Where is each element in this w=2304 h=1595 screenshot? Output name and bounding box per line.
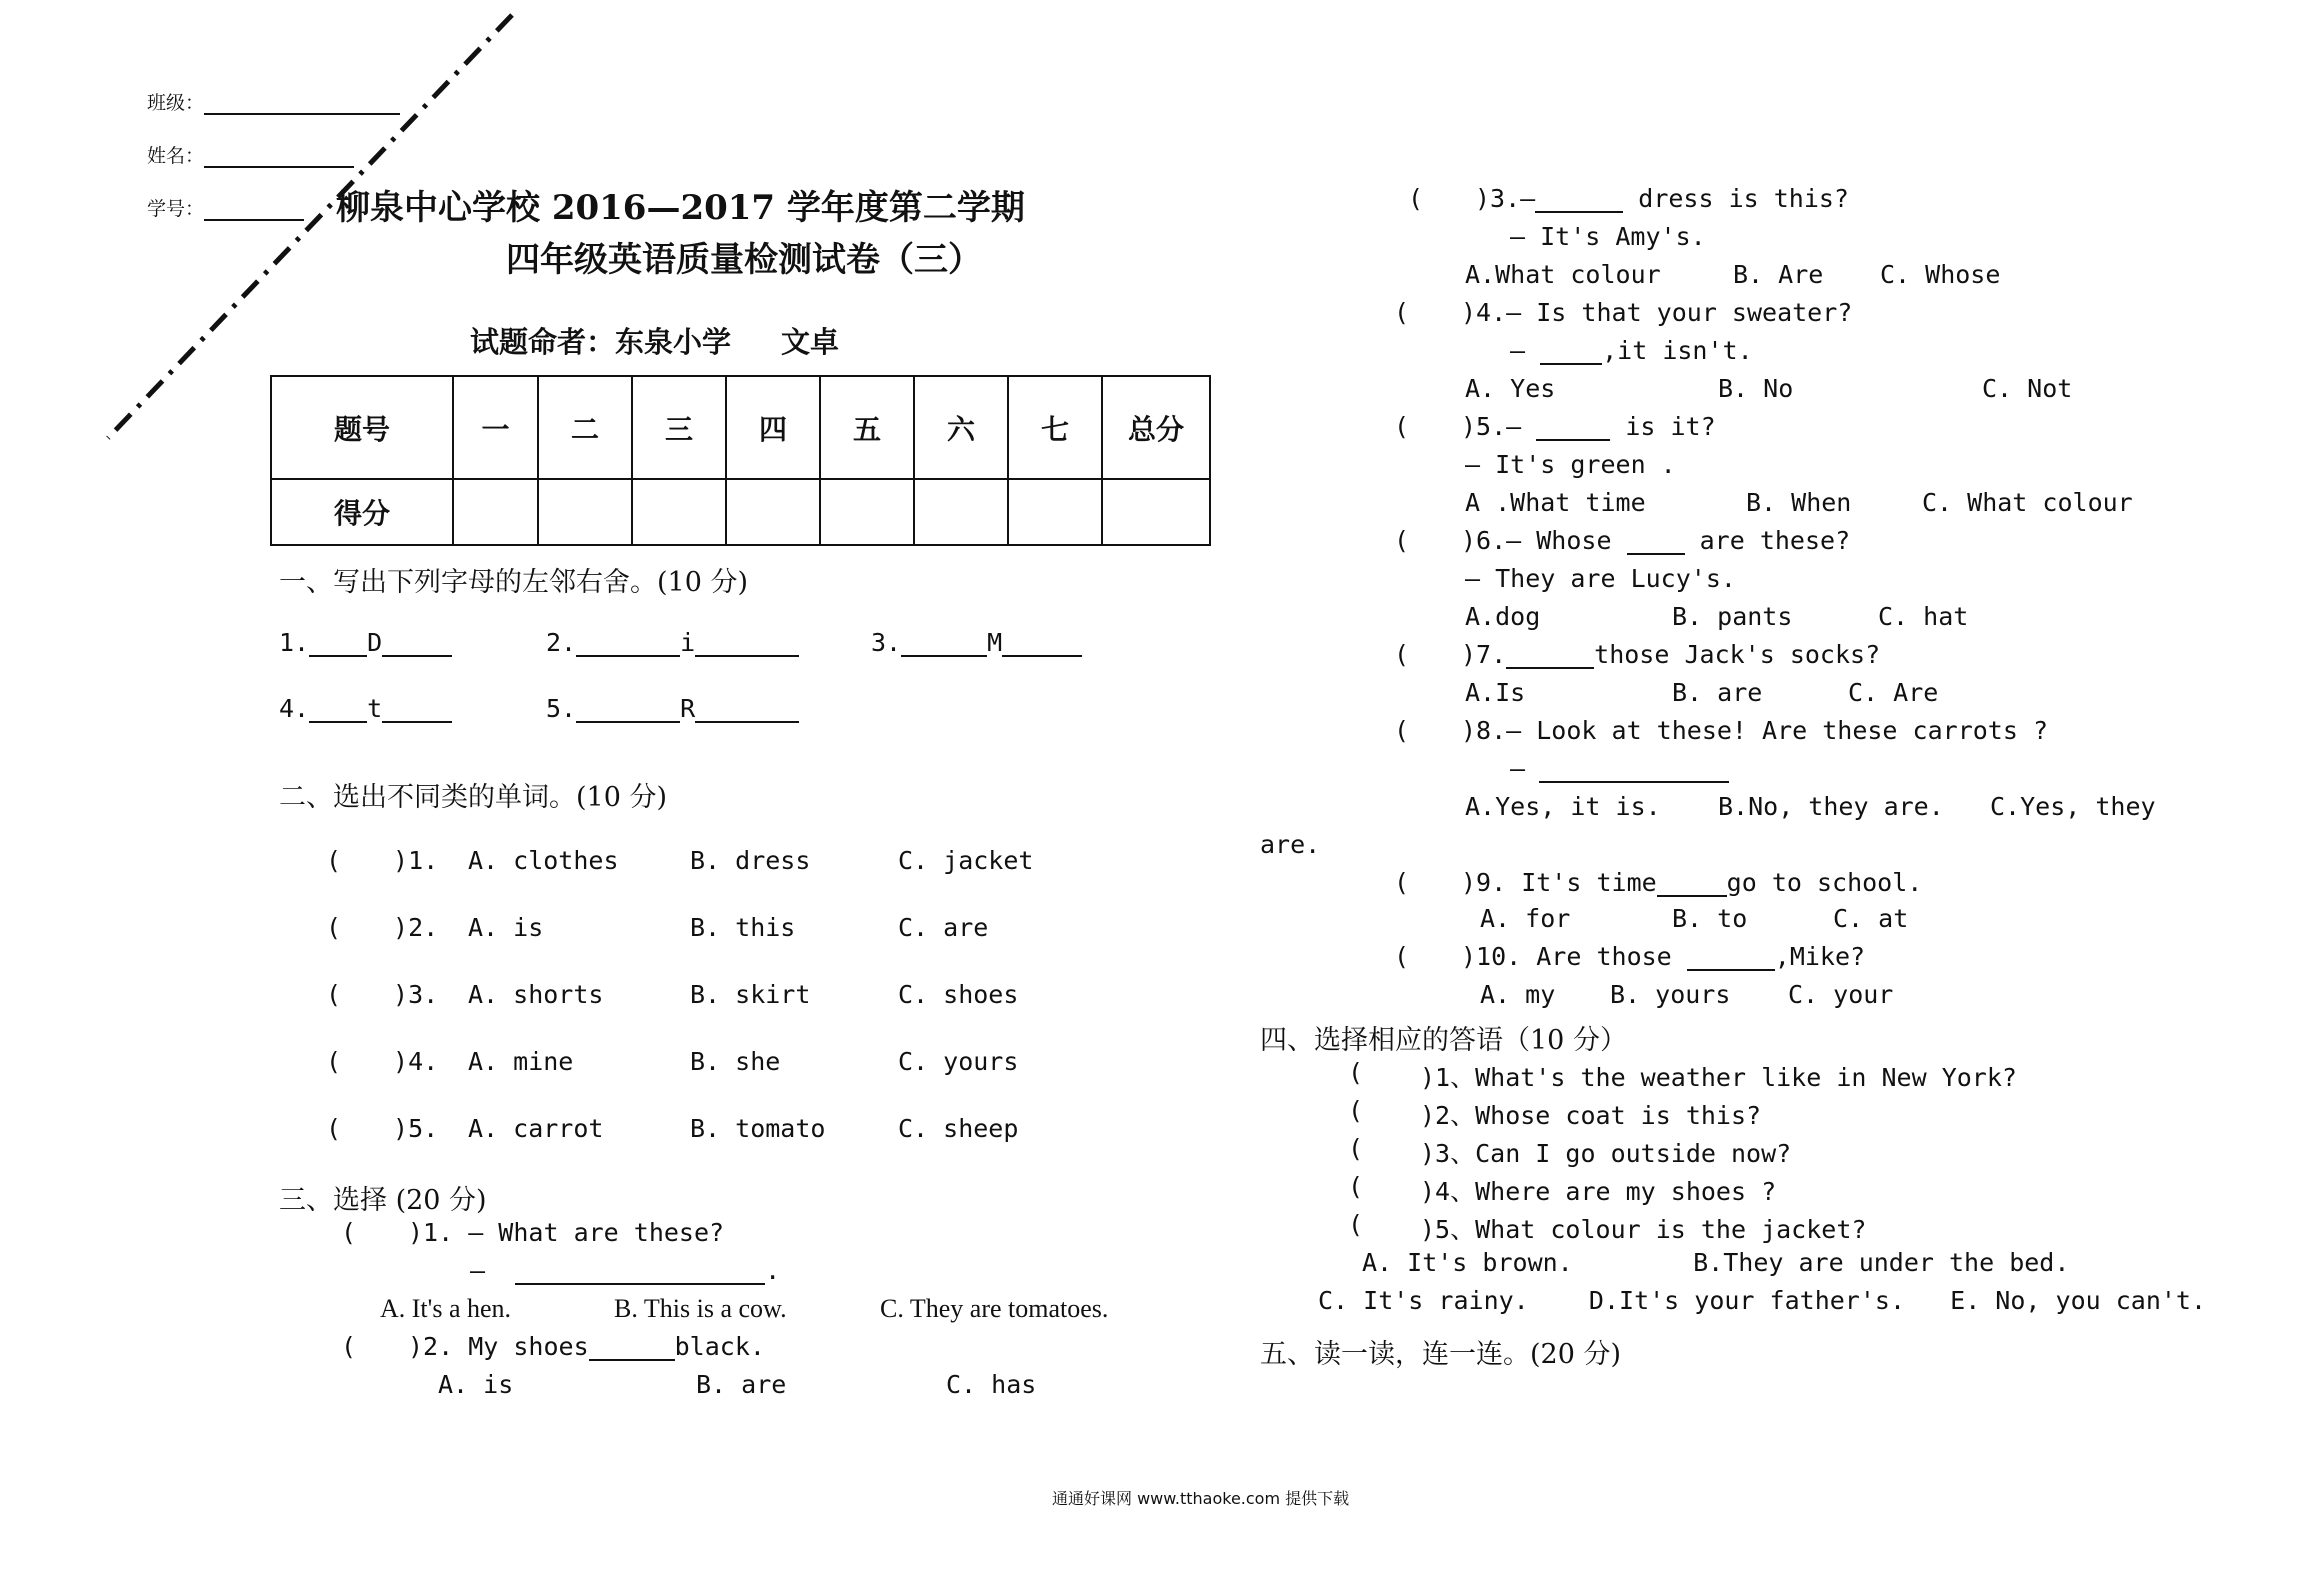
question-number: )3. — [393, 980, 439, 1009]
option-c: C. are — [898, 913, 989, 942]
option-b: B. she — [690, 1047, 781, 1076]
answer-blank[interactable] — [309, 633, 367, 657]
paren: ( — [1394, 412, 1410, 441]
author-label: 试题命者：东泉小学 — [470, 325, 732, 359]
answer-blank[interactable] — [901, 633, 987, 657]
match-question: )2、Whose coat is this? — [1420, 1101, 1762, 1130]
item-number: 2. — [546, 628, 577, 657]
q5-option-c: C. What colour — [1922, 488, 2133, 517]
q5-stem: )5.– is it? — [1461, 412, 1716, 441]
q4-option-a: A. Yes — [1465, 374, 1556, 403]
paren: ( — [341, 1218, 357, 1247]
q2-stem: )2. My shoes black. — [408, 1332, 765, 1361]
option-a: A. mine — [468, 1047, 574, 1076]
option-c: C. shoes — [898, 980, 1019, 1009]
option-a: A. shorts — [468, 980, 604, 1009]
answer-blank[interactable] — [1657, 873, 1727, 897]
q6-stem: )6.– Whose are these? — [1461, 526, 1851, 555]
answer-blank[interactable] — [589, 1337, 675, 1361]
score-header-cell: 总分 — [1102, 376, 1210, 479]
option-a: A. clothes — [468, 846, 619, 875]
score-table-header-row — [271, 376, 1210, 479]
score-header-cell: 四 — [726, 376, 820, 479]
q4-stem: )4.– Is that your sweater? — [1461, 298, 1853, 327]
class-blank[interactable] — [204, 91, 400, 115]
name-label: 姓名： — [147, 145, 205, 167]
paren: ( — [341, 1332, 357, 1361]
q4-option-c: C. Not — [1982, 374, 2073, 403]
q3-line2: – It's Amy's. — [1510, 222, 1706, 251]
answer-blank[interactable] — [1536, 417, 1610, 441]
answer-blank[interactable] — [515, 1261, 765, 1285]
q1-option-a: A. It's a hen. — [380, 1294, 512, 1323]
score-cell[interactable] — [453, 479, 538, 545]
score-table-score-row — [271, 479, 1210, 545]
score-header-cell: 五 — [820, 376, 914, 479]
q8-stem: )8.– Look at these! Are these carrots ? — [1461, 716, 2048, 745]
q6-line2: – They are Lucy's. — [1465, 564, 1736, 593]
answer-blank[interactable] — [1506, 645, 1594, 669]
id-field[interactable] — [147, 194, 304, 221]
section5-title: 五、读一读，连一连。(20 分) — [1260, 1339, 1622, 1370]
paren: ( — [326, 1114, 342, 1143]
answer-blank[interactable] — [309, 699, 367, 723]
question-number: )1. — [393, 846, 439, 875]
id-blank[interactable] — [204, 197, 304, 221]
q4-option-b: B. No — [1718, 374, 1794, 403]
paren: ( — [326, 1047, 342, 1076]
dash: – — [470, 1256, 486, 1285]
section2-title: 二、选出不同类的单词。(10 分) — [279, 782, 668, 813]
paren: ( — [1408, 184, 1424, 213]
id-label: 学号： — [147, 198, 205, 220]
score-cell[interactable] — [1102, 479, 1210, 545]
paren: ( — [1394, 640, 1410, 669]
question-number: )5. — [393, 1114, 439, 1143]
option-b: B. dress — [690, 846, 811, 875]
q7-option-b: B. are — [1672, 678, 1763, 707]
name-blank[interactable] — [204, 144, 354, 168]
paren: ( — [1348, 1096, 1364, 1125]
match-question: )5、What colour is the jacket? — [1420, 1215, 1867, 1244]
score-row-label: 得分 — [271, 479, 453, 545]
answer-blank[interactable] — [1002, 633, 1082, 657]
item-number: 1. — [279, 628, 310, 657]
section4-title: 四、选择相应的答语（10 分） — [1260, 1025, 1627, 1056]
answer-blank[interactable] — [695, 633, 799, 657]
q8-line2: – — [1510, 754, 1729, 783]
paren: ( — [1394, 526, 1410, 555]
q10-option-b: B. yours — [1610, 980, 1731, 1009]
q3-stem: )3.– dress is this? — [1475, 184, 1849, 213]
answer-blank[interactable] — [576, 633, 680, 657]
paren: ( — [326, 980, 342, 1009]
q6-option-c: C. hat — [1878, 602, 1969, 631]
option-b: B. this — [690, 913, 796, 942]
q5-option-a: A .What time — [1465, 488, 1646, 517]
exam-title-line2: 四年级英语质量检测试卷（三） — [506, 240, 982, 280]
answer-blank[interactable] — [695, 699, 799, 723]
score-header-cell: 二 — [538, 376, 632, 479]
q7-stem: )7. those Jack's socks? — [1461, 640, 1881, 669]
option-b: B. skirt — [690, 980, 811, 1009]
q10-option-c: C. your — [1788, 980, 1894, 1009]
q8-option-b: B.No, they are. — [1718, 792, 1944, 821]
q8-option-c: C.Yes, they — [1990, 792, 2156, 821]
paren: ( — [1394, 942, 1410, 971]
item-number: 4. — [279, 694, 310, 723]
match-question: )3、Can I go outside now? — [1420, 1139, 1792, 1168]
q3-option-b: B. Are — [1733, 260, 1824, 289]
section3-title: 三、选择 (20 分) — [279, 1185, 487, 1216]
answer-blank[interactable] — [382, 699, 452, 723]
score-cell[interactable] — [632, 479, 726, 545]
footer-watermark: 通通好课网 www.tthaoke.com 提供下载 — [1052, 1489, 1350, 1508]
score-header-cell: 题号 — [271, 376, 453, 479]
q3-option-c: C. Whose — [1880, 260, 2001, 289]
q9-stem: )9. It's time go to school. — [1461, 868, 1923, 897]
author-name: 文卓 — [781, 325, 840, 359]
q6-option-b: B. pants — [1672, 602, 1793, 631]
q7-option-a: A.Is — [1465, 678, 1526, 707]
item-number: 5. — [546, 694, 577, 723]
letter-item — [546, 694, 799, 723]
letter-item — [546, 628, 799, 657]
q10-stem: )10. Are those ,Mike? — [1461, 942, 1866, 971]
section1-title: 一、写出下列字母的左邻右舍。(10 分) — [279, 567, 749, 598]
letter: t — [367, 694, 383, 723]
option-a: A. is — [468, 913, 544, 942]
q5-option-b: B. When — [1746, 488, 1852, 517]
match-question: )1、What's the weather like in New York? — [1420, 1063, 2017, 1092]
paren: ( — [326, 913, 342, 942]
paren: ( — [1348, 1172, 1364, 1201]
answer-blank[interactable] — [382, 633, 452, 657]
paren: ( — [1394, 716, 1410, 745]
q9-option-a: A. for — [1480, 904, 1571, 933]
letter-item — [279, 628, 452, 657]
q10-option-a: A. my — [1480, 980, 1556, 1009]
letter: i — [680, 628, 696, 657]
q1-option-b: B. This is a cow. — [614, 1294, 787, 1323]
q6-option-a: A.dog — [1465, 602, 1541, 631]
q1-option-c: C. They are tomatoes. — [880, 1294, 1109, 1323]
option-a: A. carrot — [468, 1114, 604, 1143]
paren: ( — [1348, 1134, 1364, 1163]
match-options-line2: C. It's rainy. D.It's your father's. E. No, you can't. — [1318, 1286, 2207, 1315]
letter: R — [680, 694, 696, 723]
match-question: )4、Where are my shoes ? — [1420, 1177, 1777, 1206]
q8-option-a: A.Yes, it is. — [1465, 792, 1661, 821]
q7-option-c: C. Are — [1848, 678, 1939, 707]
paren: ( — [326, 846, 342, 875]
answer-blank[interactable] — [576, 699, 680, 723]
q8-option-c-wrap: are. — [1260, 830, 1321, 859]
answer-blank[interactable] — [1540, 341, 1602, 365]
paren: ( — [1348, 1210, 1364, 1239]
option-c: C. yours — [898, 1047, 1019, 1076]
score-header-cell: 一 — [453, 376, 538, 479]
letter-item — [871, 628, 1082, 657]
score-header-cell: 七 — [1008, 376, 1102, 479]
letter: M — [987, 628, 1003, 657]
option-b: B. tomato — [690, 1114, 826, 1143]
answer-blank[interactable] — [1535, 189, 1623, 213]
score-cell[interactable] — [914, 479, 1008, 545]
q5-line2: – It's green . — [1465, 450, 1676, 479]
letter: D — [367, 628, 383, 657]
exam-author — [470, 320, 839, 361]
letter-item — [279, 694, 452, 723]
score-table — [270, 375, 1211, 546]
q4-line2: – ,it isn't. — [1510, 336, 1753, 365]
q2-option-c: C. has — [946, 1370, 1037, 1399]
q1-stem: )1. – What are these? — [408, 1218, 725, 1247]
match-options-line1: A. It's brown. B.They are under the bed. — [1362, 1248, 2070, 1277]
score-header-cell: 六 — [914, 376, 1008, 479]
option-c: C. jacket — [898, 846, 1034, 875]
q9-option-b: B. to — [1672, 904, 1748, 933]
q9-option-c: C. at — [1833, 904, 1909, 933]
answer-blank[interactable] — [1539, 759, 1729, 783]
answer-blank[interactable] — [1627, 531, 1685, 555]
paren: ( — [1348, 1058, 1364, 1087]
q1-answer-line: – . — [470, 1256, 781, 1285]
item-number: 3. — [871, 628, 902, 657]
q2-option-a: A. is — [438, 1370, 514, 1399]
score-header-cell: 三 — [632, 376, 726, 479]
name-field[interactable] — [147, 141, 354, 168]
score-cell[interactable] — [726, 479, 820, 545]
question-number: )2. — [393, 913, 439, 942]
exam-title-line1: 柳泉中心学校 2016—2017 学年度第二学期 — [336, 188, 1025, 228]
score-cell[interactable] — [538, 479, 632, 545]
q2-option-b: B. are — [696, 1370, 787, 1399]
question-number: )4. — [393, 1047, 439, 1076]
q3-option-a: A.What colour — [1465, 260, 1661, 289]
paren: ( — [1394, 298, 1410, 327]
score-cell[interactable] — [1008, 479, 1102, 545]
score-cell[interactable] — [820, 479, 914, 545]
answer-blank[interactable] — [1687, 947, 1775, 971]
option-c: C. sheep — [898, 1114, 1019, 1143]
class-label: 班级： — [147, 92, 205, 114]
class-field[interactable] — [147, 88, 400, 115]
paren: ( — [1394, 868, 1410, 897]
